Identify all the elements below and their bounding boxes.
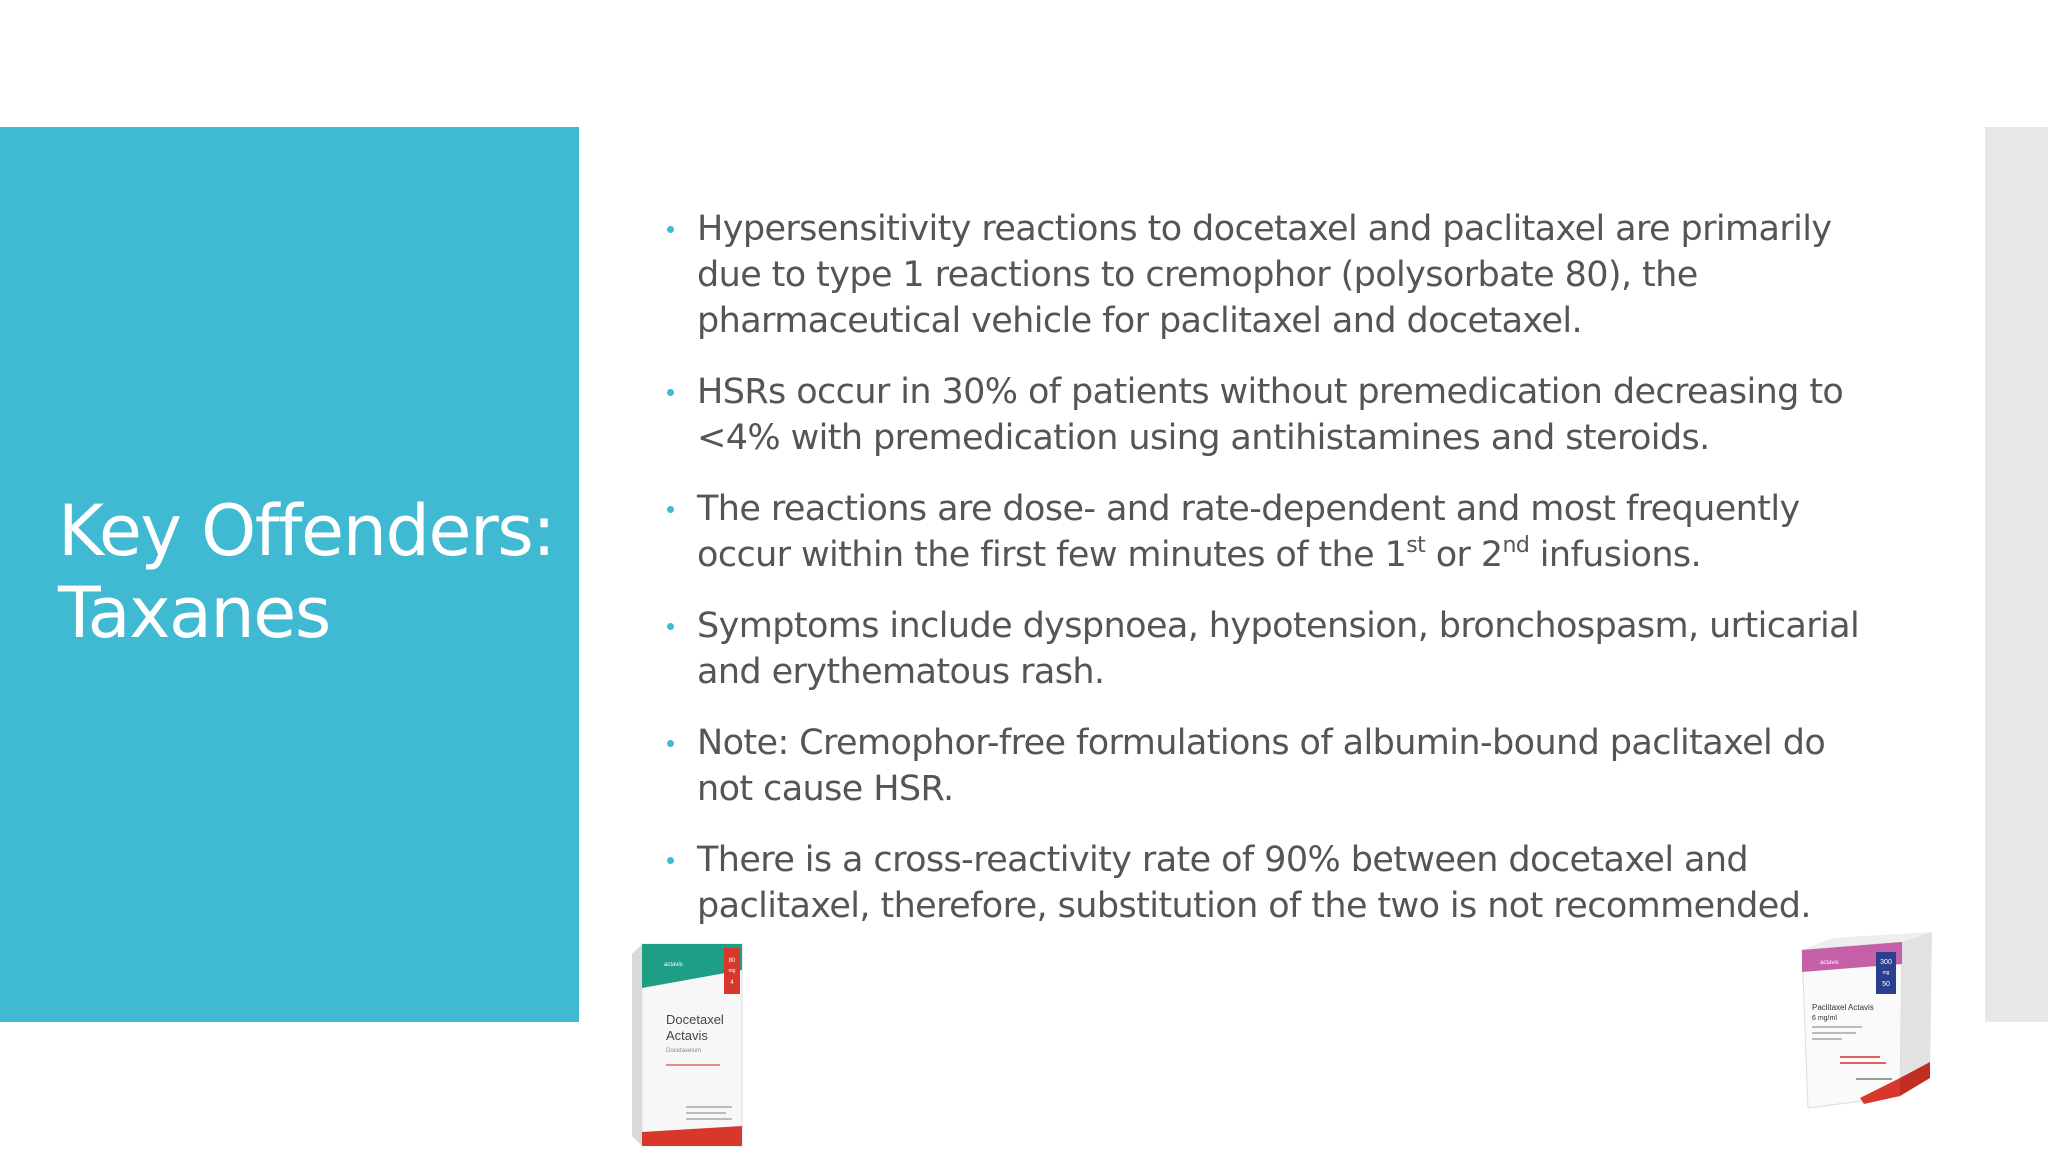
bullet-text: There is a cross-reactivity rate of 90% between docetaxel and paclitaxel, therefore, substitution of the two is not recommended. [697,840,1811,926]
paclitaxel-brand: actavis [1820,960,1839,966]
bullet-item [660,837,1890,928]
docetaxel-dose-bottom: 4 [730,980,734,986]
bullet-text: The reactions are dose- and rate-dependent and most frequently occur within the first few minutes of the 1 [697,489,1800,575]
slide-title [58,490,578,654]
side-strip [1985,127,2048,1022]
bullet-dot-icon [667,623,674,630]
paclitaxel-dose-unit: mg [1882,970,1890,976]
bullet-dot-icon [667,226,674,233]
bullet-text: infusions. [1529,535,1702,575]
paclitaxel-name-line-1: Paclitaxel Actavis [1812,1003,1874,1012]
content-area [660,206,1890,928]
bullet-text: or 2 [1425,535,1503,575]
bullet-item [660,206,1890,344]
docetaxel-brand: actavis [664,962,683,968]
bullet-dot-icon [667,389,674,396]
bullet-text: Note: Cremophor-free formulations of albumin-bound paclitaxel do not cause HSR. [697,723,1826,809]
paclitaxel-dose-top: 300 [1880,959,1892,966]
ordinal-suffix: nd [1502,533,1530,558]
docetaxel-subtitle: Docetaxelum [666,1048,702,1054]
bullet-item [660,603,1890,695]
bullet-text: HSRs occur in 30% of patients without premedication decreasing to <4% with premedication using antihistamines and steroids. [697,372,1844,458]
bullet-text: Hypersensitivity reactions to docetaxel and paclitaxel are primarily due to type 1 reactions to cremophor (polysorbate 80), the pharmaceutical vehicle for paclitaxel and docetaxel. [697,209,1832,341]
bullet-item [660,369,1890,461]
bullet-dot-icon [667,857,674,864]
bullet-text: Symptoms include dyspnoea, hypotension, bronchospasm, urticarial and erythematous rash. [697,606,1860,692]
paclitaxel-box-image [1800,928,1934,1114]
paclitaxel-name-line-2: 6 mg/ml [1812,1015,1837,1022]
bullet-dot-icon [667,506,674,513]
slide-title-line-1: Key Offenders: [58,490,555,572]
bullet-item [660,486,1890,578]
docetaxel-dose-top: 80 [728,958,736,964]
docetaxel-name-line-2: Actavis [666,1028,708,1043]
docetaxel-name-line-1: Docetaxel [666,1012,724,1027]
bullet-dot-icon [667,740,674,747]
docetaxel-dose-unit: mg [728,968,736,974]
slide-title-line-2: Taxanes [58,572,330,654]
docetaxel-box-image [628,936,746,1152]
paclitaxel-dose-bottom: 50 [1882,981,1890,988]
bullet-list [660,206,1890,928]
ordinal-suffix: st [1406,533,1426,558]
bullet-item [660,720,1890,812]
